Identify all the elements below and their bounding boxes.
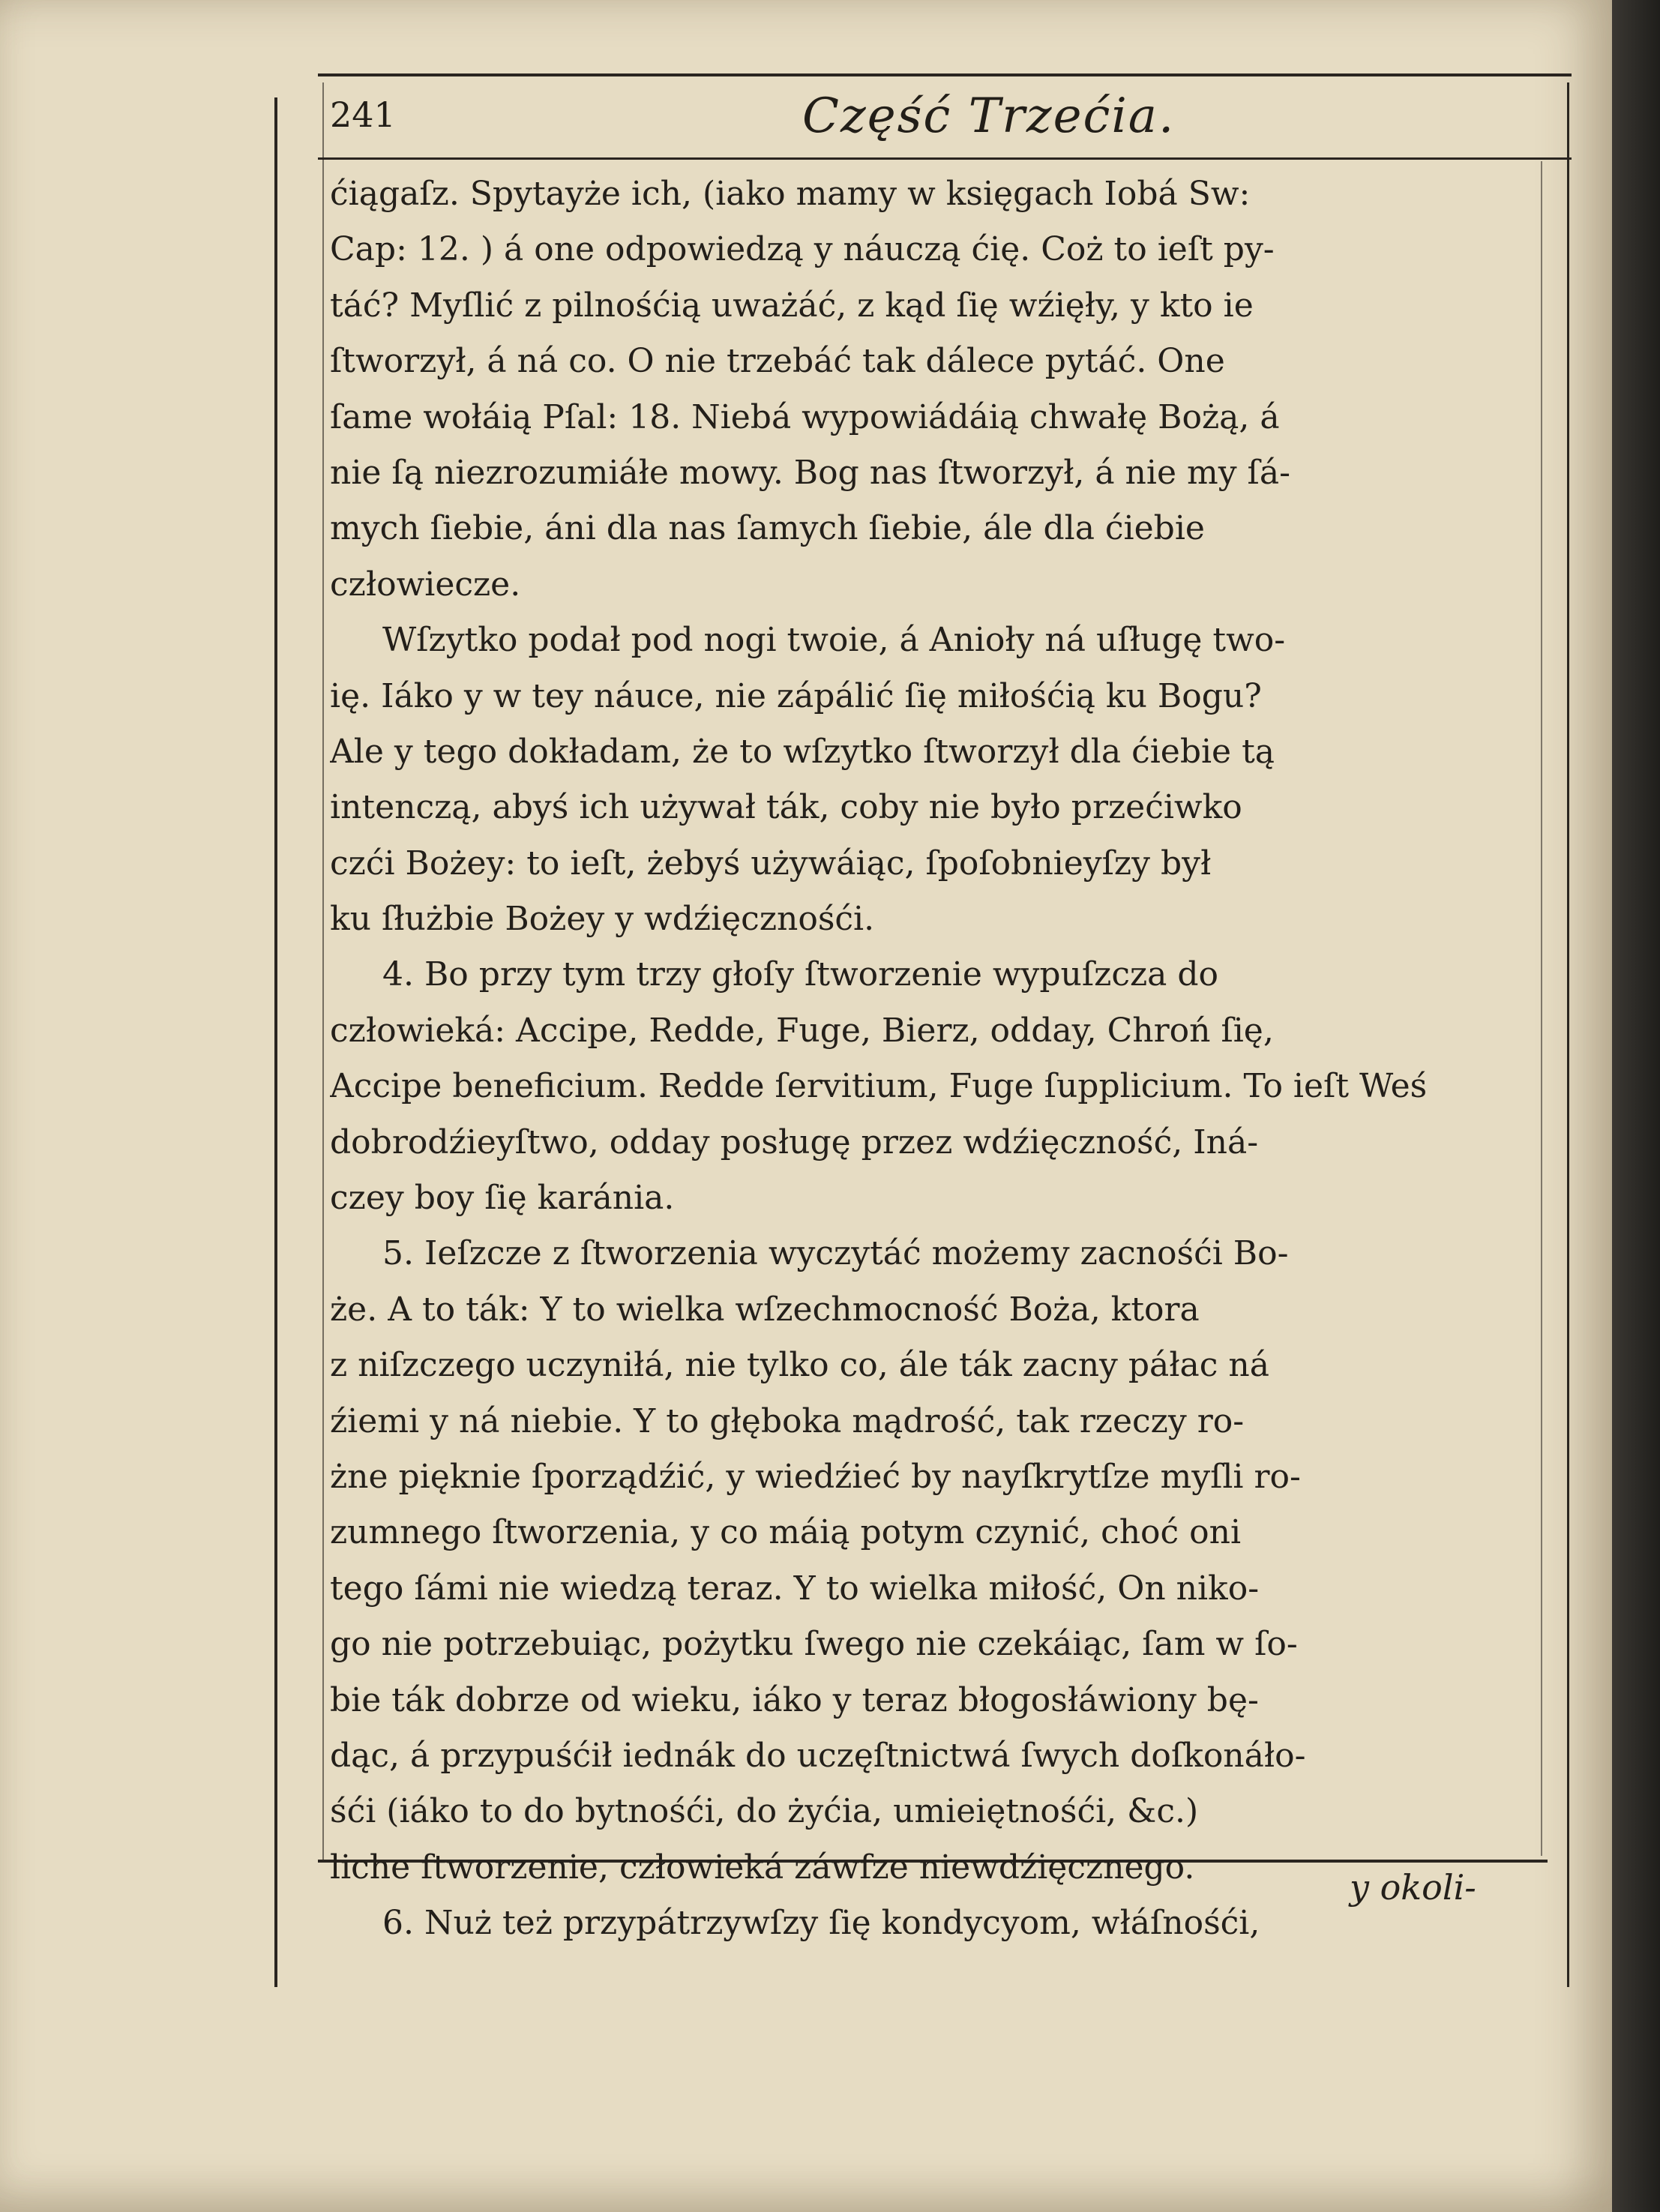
text-line: 5. Ieſzcze z ſtworzenia wyczytáć możemy zacnośći Bo- [382,1234,1289,1273]
text-line: Cap: 12. ) á one odpowiedzą y náuczą ćię. Coż to ieſt py- [330,230,1275,269]
text-line: ku ſłużbie Bożey y wdźięcznośći. [330,900,875,939]
right-inner-rule [1541,161,1542,1856]
text-line: człowieká: Accipe, Redde, Fuge, Bierz, odday, Chroń ſię, [330,1011,1274,1050]
text-line: táć? Myſlić z pilnośćią uważáć, z kąd ſię wźięły, y kto ie [330,286,1254,325]
text-line: bie ták dobrze od wieku, iáko y teraz błogosłáwiony bę- [330,1680,1259,1719]
text-line: z niſzczego uczyniłá, nie tylko co, ále ták zacny páłac ná [330,1346,1269,1385]
text-line: żne pięknie ſporządźić, y wiedźieć by nayſkrytſze myſli ro- [330,1457,1301,1496]
text-line: Accipe beneficium. Redde ſervitium, Fuge ſupplicium. To ieſt Weś [330,1067,1428,1106]
text-line: ſame wołáią Pſal: 18. Niebá wypowiádáią chwałę Bożą, á [330,397,1280,436]
text-line: mych ſiebie, áni dla nas ſamych ſiebie, ále dla ćiebie [330,509,1205,548]
text-line: ſtworzył, á ná co. O nie trzebáć tak dálece pytáć. One [330,342,1225,381]
header-rule-bottom [318,157,1572,160]
text-line: Ale y tego dokładam, że to wſzytko ſtworzył dla ćiebie tą [330,732,1275,771]
text-line: czći Bożey: to ieſt, żebyś używáiąc, ſpoſobnieyſzy był [330,844,1212,883]
text-line: 4. Bo przy tym trzy głoſy ſtworzenie wypuſzcza do [382,955,1219,994]
text-line: dobrodźieyſtwo, odday posługę przez wdźięczność, Iná- [330,1122,1259,1161]
text-line: go nie potrzebuiąc, pożytku ſwego nie czekáiąc, ſam w ſo- [330,1625,1298,1664]
running-title: Część Trzećia. [802,88,1176,144]
text-line: tego ſámi nie wiedzą teraz. Y to wielka miłość, On niko- [330,1569,1260,1608]
text-line: 6. Nuż też przypátrzywſzy ſię kondycyom, włáſnośći, [382,1904,1260,1943]
catchword: y okoli- [1350,1867,1476,1908]
text-line: źiemi y ná niebie. Y to głęboka mądrość, tak rzeczy ro- [330,1401,1245,1440]
text-line: zumnego ſtworzenia, y co máią potym czynić, choć oni [330,1513,1242,1552]
text-line: intenczą, abyś ich używał ták, coby nie było przećiwko [330,788,1242,827]
text-line: liche ſtworzenie, człowieká záwſze niewdźięcznego. [330,1848,1195,1887]
text-line: ćiągaſz. Spytayże ich, (iako mamy w księgach Iobá Sw: [330,175,1251,213]
body-text [330,166,1537,1952]
running-head [330,88,1545,148]
page-number: 241 [330,94,396,135]
left-inner-rule [322,82,324,1860]
text-line: Wſzytko podał pod nogi twoie, á Anioły ná uſługę two- [382,621,1286,660]
text-line: że. A to ták: Y to wielka wſzechmocność Boża, ktora [330,1290,1200,1329]
text-line: nie ſą niezrozumiáłe mowy. Bog nas ſtworzył, á nie my ſá- [330,453,1290,492]
text-line: dąc, á przypuśćił iednák do uczęſtnictwá ſwych doſkonáło- [330,1736,1306,1775]
right-margin-rule [1567,82,1569,1987]
book-gutter [1612,0,1660,2212]
text-line: człowiecze. [330,565,521,604]
left-margin-rule [274,97,277,1987]
text-line: śći (iáko to do bytnośći, do żyćia, umieiętnośći, &c.) [330,1792,1199,1831]
text-line: czey boy ſię karánia. [330,1179,675,1218]
header-rule-top [318,73,1572,76]
text-line: ię. Iáko y w tey náuce, nie zápálić ſię miłośćią ku Bogu? [330,676,1262,715]
